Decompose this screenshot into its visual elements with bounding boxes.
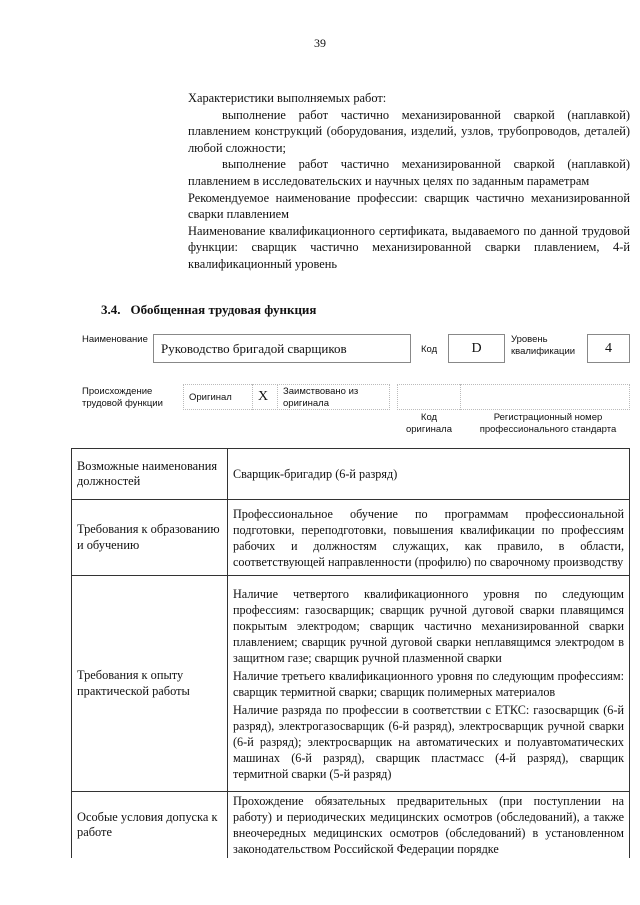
function-code-field: D <box>448 334 505 363</box>
registration-box <box>397 384 630 410</box>
characteristics-block <box>188 90 630 273</box>
origin-label: Происхождение трудовой функции <box>82 386 163 409</box>
characteristics-heading: Характеристики выполняемых работ: <box>188 91 387 105</box>
work-item-1: выполнение работ частично механизированной сваркой (наплавкой) плавлением конструкций (оборудования, изделий, узлов, трубопроводов, деталей) любой сложности; <box>188 107 630 155</box>
section-title <box>101 302 326 318</box>
origin-divider <box>252 384 253 410</box>
registration-divider <box>460 384 461 410</box>
section-title-text: Обобщенная трудовая функция <box>130 302 317 317</box>
recommended-profession: Рекомендуемое наименование профессии: сварщик частично механизированной сварки плавлением <box>188 190 630 222</box>
original-label: Оригинал <box>189 392 232 403</box>
row-label: Особые условия допуска к работе <box>72 792 228 859</box>
certificate-name: Наименование квалификационного сертификата, выдаваемого по данной трудовой функции: сварщик частично механизированной сварки плавлением, 4-й квалификационный уровень <box>188 223 630 271</box>
page-number: 39 <box>314 36 326 50</box>
row-label: Требования к образованию и обучению <box>72 500 228 576</box>
name-label: Наименование <box>82 334 148 345</box>
value-paragraph: Прохождение обязательных предварительных (при поступлении на работу) и периодических медицинских осмотров (обследований), а также внеочередных медицинских осмотров (обследований) в установленном законодательством Российской Федерации порядке <box>233 794 624 856</box>
row-value <box>228 792 630 859</box>
requirements-table <box>71 448 630 858</box>
row-label: Возможные наименования должностей <box>72 449 228 500</box>
table-row <box>72 449 630 500</box>
code-label: Код <box>421 344 438 355</box>
registration-number-label: Регистрационный номер профессионального стандарта <box>479 412 617 435</box>
work-item-2: выполнение работ частично механизированной сваркой (наплавкой) плавлением в исследовательских и научных целях по заданным параметрам <box>188 157 630 188</box>
section-number: 3.4. <box>101 302 121 317</box>
table-row <box>72 576 630 792</box>
row-value <box>228 500 630 576</box>
row-label: Требования к опыту практической работы <box>72 576 228 792</box>
table-row <box>72 500 630 576</box>
origin-divider <box>277 384 278 410</box>
original-mark: X <box>258 389 269 404</box>
borrowed-label: Заимствовано из оригинала <box>283 386 359 409</box>
value-paragraph: Наличие третьего квалификационного уровня по следующим профессиям: сварщик термитной сварки; сварщик полимерных материалов <box>233 668 624 699</box>
row-value <box>228 576 630 792</box>
function-name-field: Руководство бригадой сварщиков <box>153 334 411 363</box>
table-row <box>72 792 630 859</box>
level-label: Уровень квалификации <box>511 334 576 357</box>
qualification-level-field: 4 <box>587 334 630 363</box>
value-paragraph: Профессиональное обучение по программам профессиональной подготовки, переподготовки, повышения квалификации по профессиям рабочих и должностям служащих, как правило, в области, соответствующей направленности (профилю) по сварочному производству <box>233 506 624 569</box>
row-value <box>228 449 630 500</box>
value-paragraph: Сварщик-бригадир (6-й разряд) <box>233 467 398 481</box>
value-paragraph: Наличие четвертого квалификационного уровня по следующим профессиям: газосварщик; сварщик ручной дуговой сварки плавящимся покрытым электродом; сварщик частично механизированной сварки плавлением; сварщик ручной дуговой сварки неплавящимся электродом в защитном газе; сварщик ручной плазменной сварки <box>233 586 624 665</box>
value-paragraph: Наличие разряда по профессии в соответствии с ЕТКС: газосварщик (6-й разряд), электрогазосварщик (6-й разряд), электросварщик ручной сварки (6-й разряд); электросварщик на автоматических и полуавтоматических машинах (6-й разряд), сварщик пластмасс (4-й разряд), сварщик термитной сварки (5-й разряд) <box>233 702 624 781</box>
code-original-label: Код оригинала <box>405 412 452 435</box>
